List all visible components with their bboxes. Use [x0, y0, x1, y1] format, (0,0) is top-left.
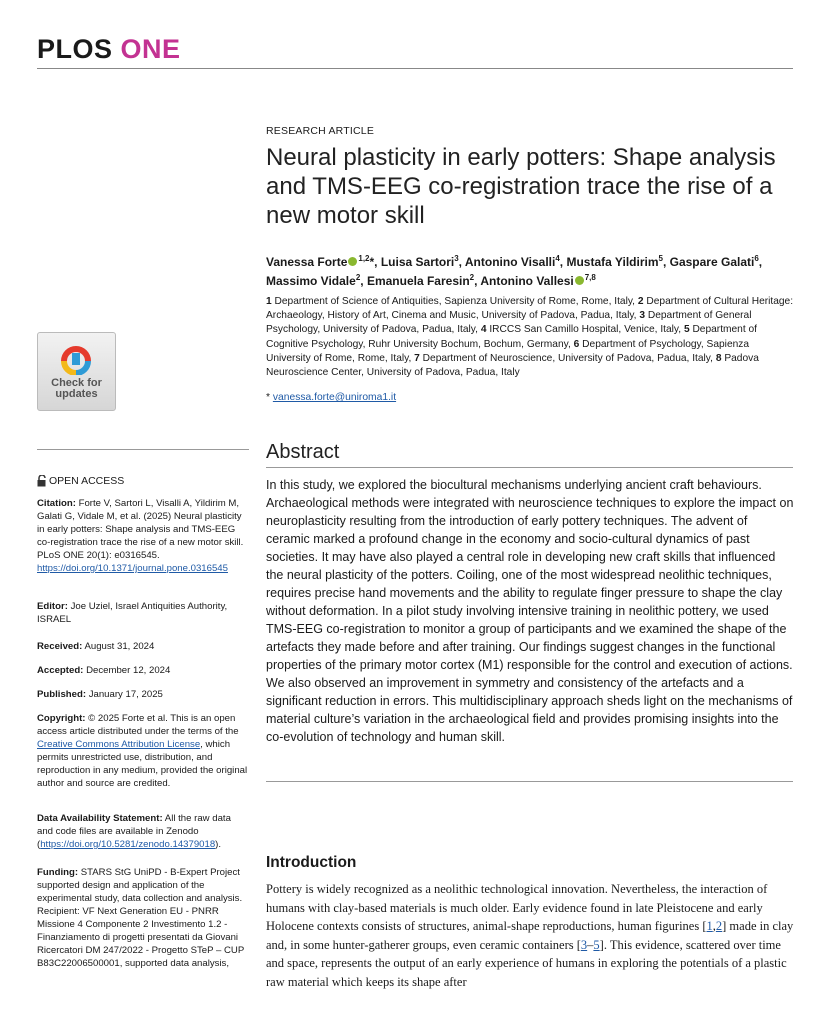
- affiliation-text: Department of Neuroscience, University of Padova, Padua, Italy,: [422, 352, 713, 364]
- affiliation-number: 4: [480, 324, 487, 336]
- data-availability-text-b: ).: [215, 839, 222, 850]
- published-label: Published:: [37, 689, 87, 700]
- email-link[interactable]: vanessa.forte@uniroma1.it: [272, 392, 397, 403]
- badge-line1: Check for: [51, 377, 102, 389]
- author-separator: ,: [458, 255, 465, 269]
- open-lock-icon: [37, 475, 47, 487]
- license-link[interactable]: Creative Commons Attribution License: [37, 739, 201, 750]
- author-name: Gaspare Galati: [669, 255, 755, 269]
- author-name: Luisa Sartori: [380, 255, 455, 269]
- affiliation-text: IRCCS San Camillo Hospital, Venice, Italy,: [489, 324, 682, 336]
- author-separator: ,: [559, 255, 567, 269]
- affiliation-number: 6: [573, 338, 580, 350]
- open-access-label: [37, 475, 124, 487]
- author-name: Mustafa Yildirim: [566, 255, 659, 269]
- author-separator: ,: [758, 255, 763, 269]
- copyright-block: [37, 712, 249, 790]
- introduction-text: [266, 880, 794, 992]
- author-list: Vanessa Forte $^{1,2}$*, Luisa Sartori$^3$, Antonino Visalli$^4$, Mustafa Yildirim$^5$, Gaspare Galati$^6$, Massimo Vidale$^2$, Emanuela Faresin$^2$, Antonino Vallesi $^{7,8}$: [266, 254, 763, 288]
- author-name: Emanuela Faresin: [366, 274, 470, 288]
- author-affiliation-sup: 2: [355, 273, 361, 282]
- data-availability-text-a: All the raw data and code files are available in Zenodo (: [37, 813, 231, 850]
- affiliation-number: 3: [639, 310, 646, 322]
- ref-link-1[interactable]: 1: [706, 919, 713, 934]
- article-title: Neural plasticity in early potters: Shape analysis and TMS-EEG co-registration trace the rise of a new motor skill: [266, 144, 776, 229]
- affiliation-text: Department of Science of Antiquities, Sapienza University of Rome, Rome, Italy,: [274, 296, 636, 307]
- author-name: Antonino Visalli: [464, 255, 556, 269]
- author-affiliation-sup: 4: [555, 254, 560, 263]
- received-date: August 31, 2024: [84, 641, 155, 652]
- check-for-updates-badge[interactable]: [37, 332, 116, 411]
- received-label: Received:: [37, 641, 83, 652]
- author-separator: ,: [360, 274, 367, 288]
- received-line: [37, 640, 249, 653]
- badge-line2: updates: [55, 388, 98, 400]
- abstract-text: In this study, we explored the biocultural mechanisms underlying ancient craft behaviours. Archaeological methods were integrated with neuroscience techniques to explore the impact on neuroplasticity resulting from the introduction of early pottery techniques. The advent of ceramic marked a profound change in the economy and socio-cultural dynamics of past societies. It may have also played a central role in developing new craft skills that influenced the neural plasticity of the potters. Coiling, one of the most widespread neolithic techniques, requires precise hand movements and the ability to regulate finger pressure to shape the clay without deformation. In a pilot study involving intensive training in neolithic pottery, we used TMS-EEG co-registration to monitor a group of participants and we examined the shape of the artefacts they made before and after training. Our findings suggest changes in the functional properties of the primary motor cortex (M1) responsible for the control and execution of actions. We also observed an improvement in symmetry and consistency of the artefacts and a significant reduction in errors. This multidisciplinary approach sheds light on the mechanisms of material culture’s variation in the archaeological field and provides promising insights into the co-evolution of technology and human skill.: [266, 478, 794, 744]
- accepted-line: [37, 664, 249, 677]
- citation-doi-link[interactable]: https://doi.org/10.1371/journal.pone.0316545: [37, 563, 228, 574]
- orcid-icon[interactable]: [348, 257, 357, 266]
- sidebar-divider: [37, 449, 249, 450]
- affiliation-text: Department of General Psychology, University of Padova, Padua, Italy,: [266, 310, 752, 336]
- affiliation-number: 2: [637, 296, 644, 307]
- affiliation-number: 1: [266, 296, 272, 307]
- copyright-text-b: , which permits unrestricted use, distribution, and reproduction in any medium, provided the original author and source are credited.: [37, 739, 248, 789]
- intro-text-1: Pottery is widely recognized as a neolithic technological innovation. Nevertheless, the interaction of humans with clay-based materials is much older. Early evidence found in late Pleistocene and early Holocene contexts consists of structures, animal-shape reproductions, human figurines [: [266, 882, 768, 934]
- author-name: Massimo Vidale: [266, 274, 356, 288]
- author-affiliation-sup: 5: [658, 254, 663, 263]
- funding-label: Funding:: [37, 867, 79, 878]
- copyright-label: Copyright:: [37, 713, 86, 724]
- corresponding-email: * vanessa.forte@uniroma1.it: [266, 392, 397, 403]
- crossmark-icon: [58, 339, 94, 375]
- abstract-bottom-divider: [266, 781, 793, 782]
- author-name: Vanessa Forte: [266, 255, 348, 269]
- affiliation-number: 8: [715, 352, 722, 364]
- article-type: RESEARCH ARTICLE: [266, 125, 375, 137]
- data-availability-block: [37, 812, 249, 851]
- affiliation-number: 5: [683, 324, 690, 336]
- zenodo-link[interactable]: https://doi.org/10.5281/zenodo.14379018: [40, 839, 216, 850]
- ref-link-3[interactable]: 3: [580, 937, 588, 952]
- ref-link-5[interactable]: 5: [593, 937, 600, 952]
- abstract-heading: Abstract: [266, 441, 340, 463]
- header-divider: [37, 68, 793, 69]
- author-affiliation-sup: 7,8: [584, 273, 596, 282]
- introduction-heading: Introduction: [266, 854, 357, 871]
- intro-comma: ,: [712, 919, 716, 934]
- editor-block: [37, 600, 249, 626]
- editor-text: Joe Uziel, Israel Antiquities Authority, ISRAEL: [37, 601, 228, 625]
- orcid-icon[interactable]: [575, 276, 584, 285]
- citation-label: Citation:: [37, 498, 76, 509]
- author-affiliation-sup: 2: [469, 273, 475, 282]
- ref-link-2[interactable]: 2: [715, 919, 723, 934]
- affiliation-text: Department of Cognitive Psychology, Ruhr University Bochum, Bochum, Germany,: [266, 324, 758, 350]
- citation-block: [37, 497, 249, 575]
- open-access-text: OPEN ACCESS: [49, 475, 125, 487]
- affiliation-number: 7: [414, 352, 420, 364]
- author-separator: ,: [374, 255, 381, 269]
- funding-block: [37, 866, 249, 970]
- author-name: Antonino Vallesi: [480, 274, 574, 288]
- author-affiliation-sup: 6: [754, 254, 759, 263]
- journal-logo: [37, 34, 181, 65]
- accepted-date: December 12, 2024: [86, 665, 171, 676]
- citation-text: Forte V, Sartori L, Visalli A, Yildirim M, Galati G, Vidale M, et al. (2025) Neural plasticity in early potters: Shape analysis and TMS-EEG co-registration trace the rise of a new motor skill. PLoS ONE 20(1): e0316545.: [37, 498, 244, 561]
- author-separator: ,: [474, 274, 481, 288]
- affiliation-text: Padova Neuroscience Center, University of Padova, Padua, Italy: [266, 352, 759, 379]
- logo-one: ONE: [120, 34, 181, 64]
- author-affiliation-sup: 3: [454, 254, 459, 263]
- author-affiliation-sup: 1,2: [358, 254, 370, 263]
- intro-dash: –: [587, 937, 594, 952]
- copyright-text-a: © 2025 Forte et al. This is an open access article distributed under the terms of the: [37, 713, 239, 737]
- data-availability-label: Data Availability Statement:: [37, 813, 163, 824]
- author-separator: ,: [662, 255, 670, 269]
- intro-text-3: ]. This evidence, scattered over time and space, represents the output of an early experience of humans in exploring the potentials of a plastic raw material which keeps its shape after: [266, 937, 787, 989]
- funding-text: STARS StG UniPD - B-Expert Project supported design and application of the experimental study, data collection and analysis. Recipient: VF Next Generation EU - PNRR Missione 4 Componente 2 Investimento 1.2 - Finanziamento di progetti presentati da Giovani Ricercatori DM 247/2022 - Progetto STeP – CUP B83C22006500001, supported data analysis,: [37, 867, 245, 969]
- editor-label: Editor:: [37, 601, 68, 612]
- affiliation-text: Department of Psychology, Sapienza University of Rome, Rome, Italy,: [266, 338, 750, 364]
- accepted-label: Accepted:: [37, 665, 84, 676]
- published-line: [37, 688, 249, 701]
- intro-text-2: ] made in clay and, in some hunter-gatherer groups, even ceramic containers [: [266, 919, 794, 952]
- abstract-top-divider: [266, 467, 793, 468]
- published-date: January 17, 2025: [88, 689, 163, 700]
- affiliations: [266, 295, 794, 380]
- badge-text: [38, 378, 115, 400]
- affiliation-text: Department of Cultural Heritage: Archaeology, History of Art, Cinema and Music, University of Padova, Padua, Italy,: [266, 296, 794, 322]
- logo-plos: PLOS: [37, 34, 113, 64]
